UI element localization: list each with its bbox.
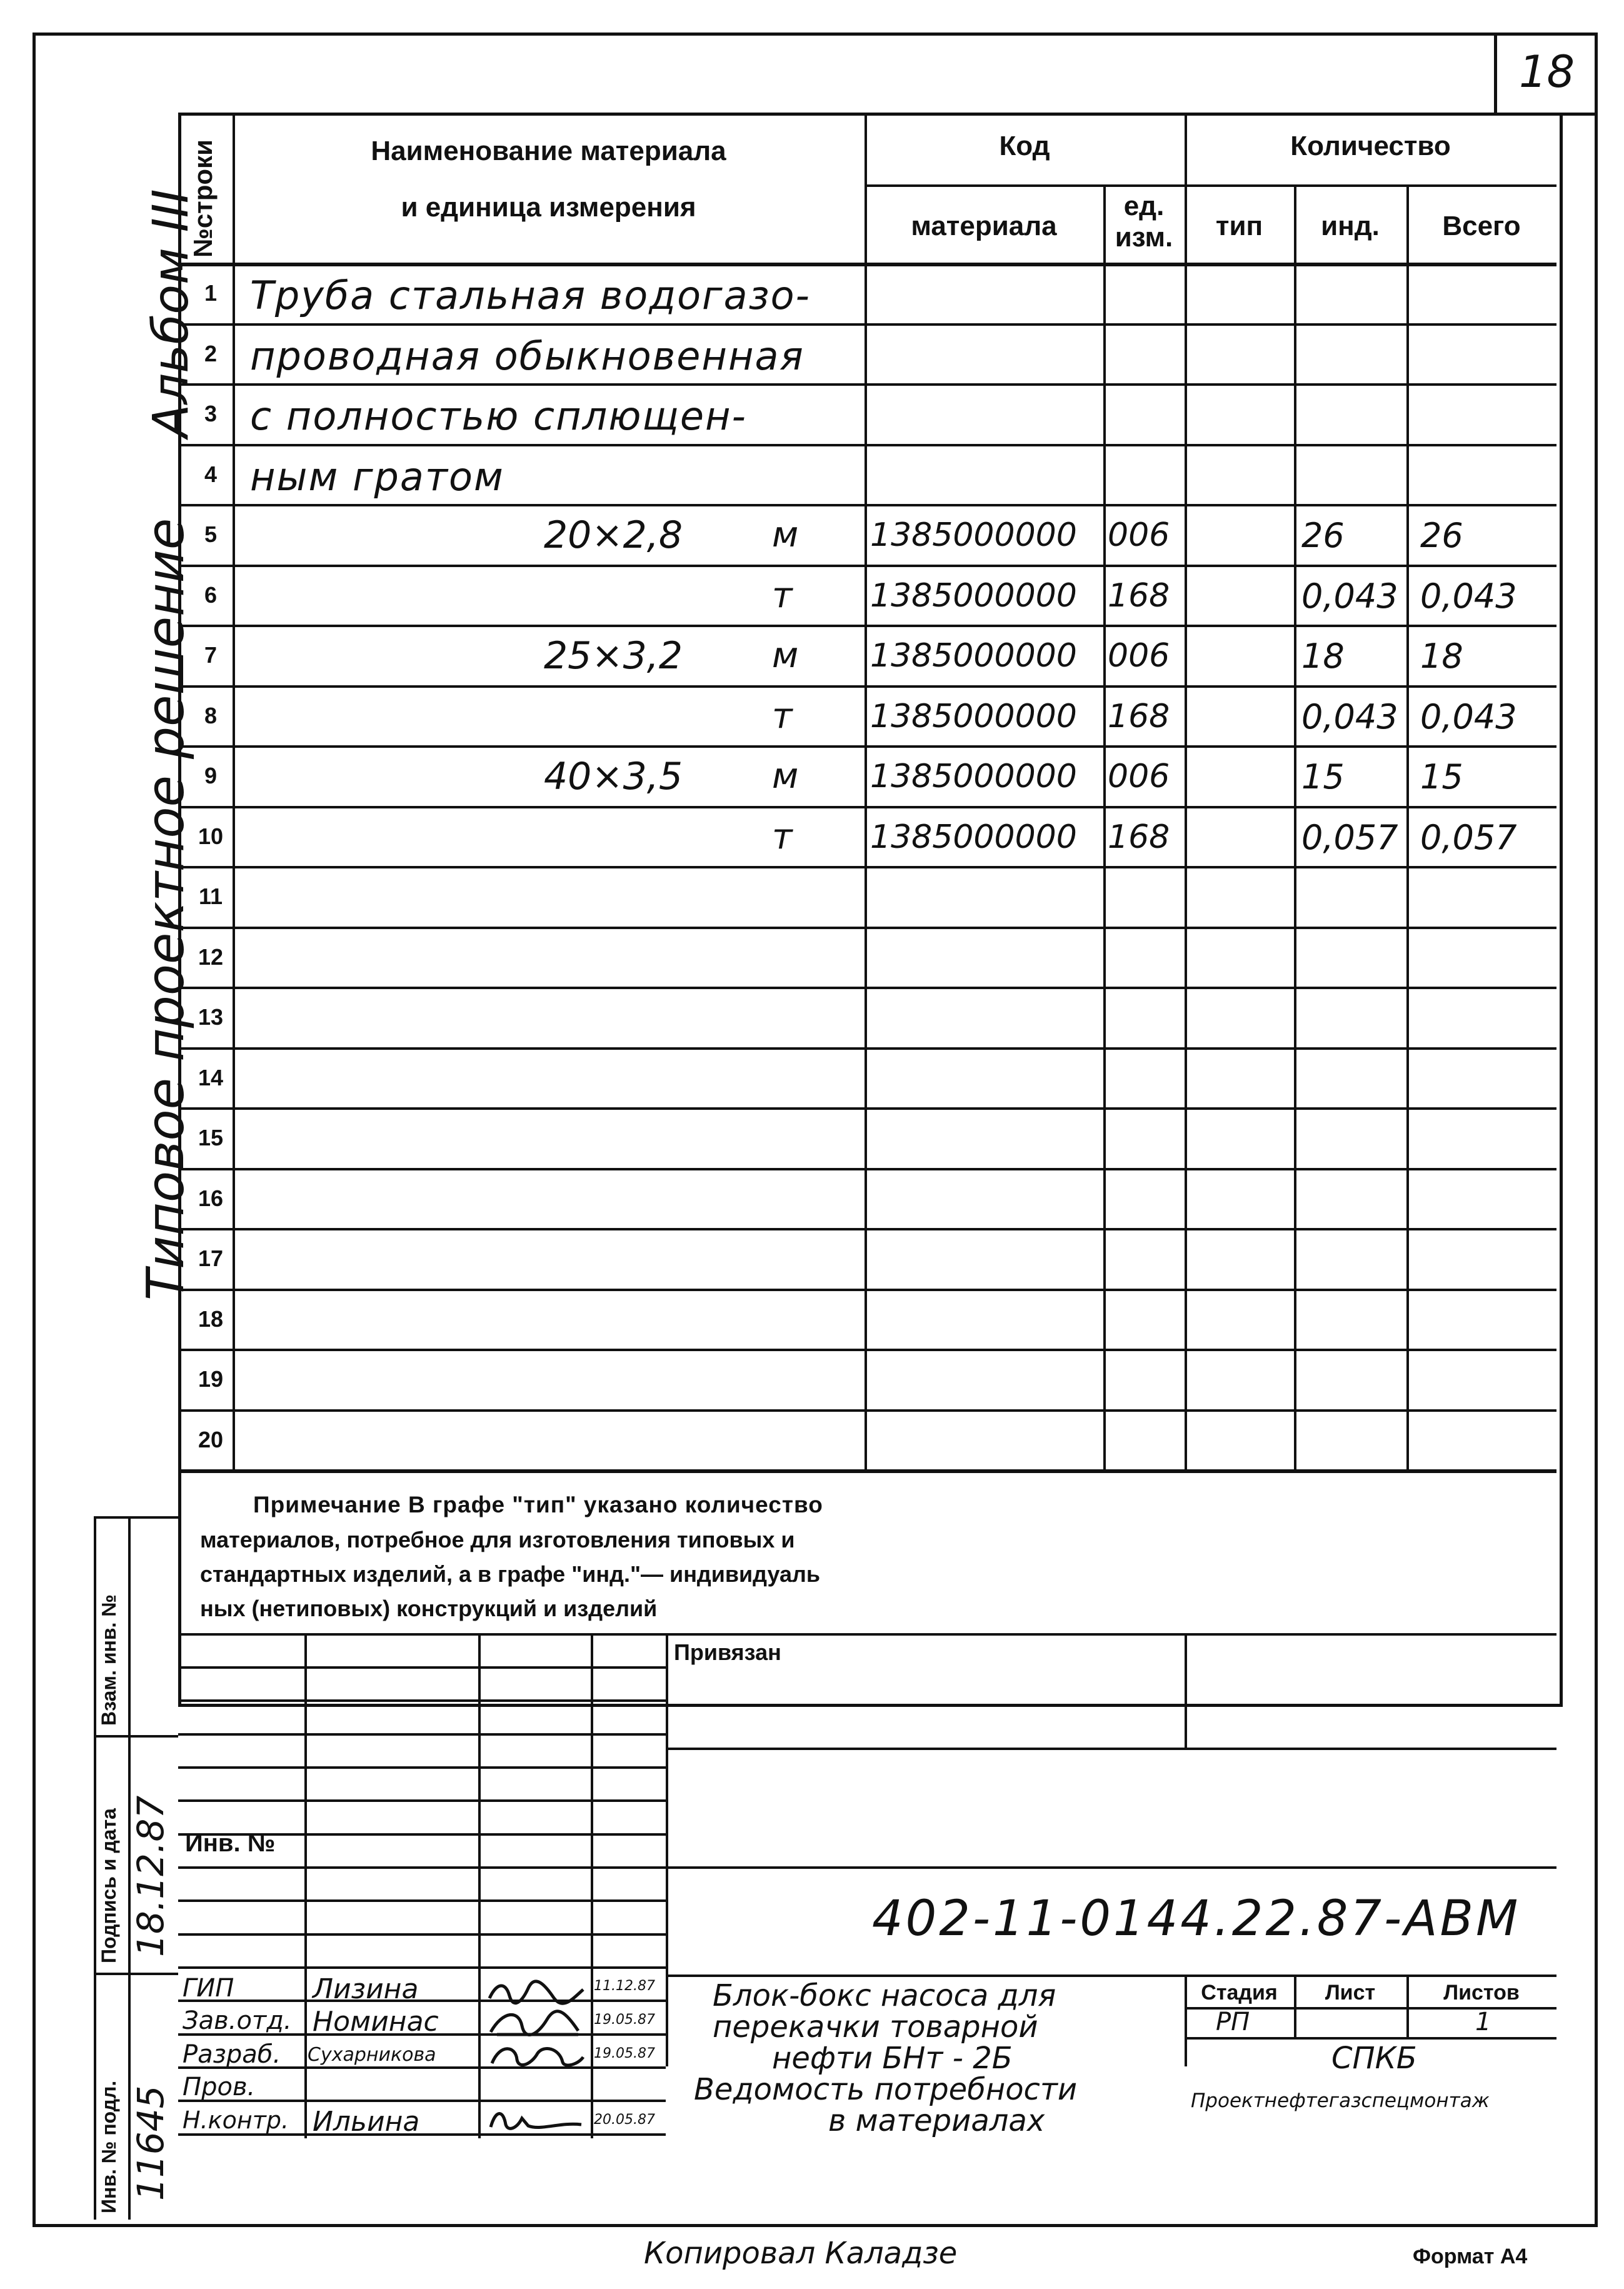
header-mid-line <box>865 184 1556 187</box>
role-razrab-date: 19.05.87 <box>594 2046 655 2061</box>
podpis-value: 18.12.87 <box>129 1795 172 1957</box>
role-zav: Зав.отд. <box>183 2006 292 2035</box>
doc-code: 402-11-0144.22.87-АВМ <box>872 1891 1521 1947</box>
tb-right-3 <box>666 1975 1556 1977</box>
inv-no-label: Инв. № <box>185 1829 276 1857</box>
tb-right-1 <box>666 1748 1556 1750</box>
row-unit: т <box>772 816 793 857</box>
row-line <box>178 927 1556 929</box>
row-unit-code: 006 <box>1108 637 1170 675</box>
doc-title-line3: нефти БНт - 2Б <box>772 2041 1013 2076</box>
row-unit: т <box>772 695 793 737</box>
tb-col-1 <box>304 1633 307 2066</box>
row-line <box>178 1349 1556 1351</box>
row-number: 5 <box>204 521 218 547</box>
role-gip-date: 11.12.87 <box>594 1978 655 1994</box>
header-quantity: Количество <box>1290 131 1451 161</box>
inv-value: 11645 <box>129 2085 172 2201</box>
strip-line-a <box>94 1516 96 2220</box>
signature-razrab <box>484 2040 588 2071</box>
row-line <box>178 1409 1556 1412</box>
role-razrab: Разраб. <box>183 2040 281 2069</box>
tb-role-col-3 <box>591 2066 593 2138</box>
row-unit-code: 168 <box>1108 576 1170 615</box>
row-number: 15 <box>198 1125 224 1150</box>
strip-sep-1 <box>94 1735 178 1738</box>
header-qty-total: Всего <box>1442 211 1521 241</box>
row-material-code: 1385000000 <box>870 697 1077 735</box>
row-line <box>178 1107 1556 1110</box>
header-qty-ind: инд. <box>1321 211 1380 241</box>
row-line <box>178 1047 1556 1050</box>
role-nkontr-date: 20.05.87 <box>594 2112 655 2128</box>
signature-zav <box>484 2007 588 2038</box>
row-line <box>178 444 1556 446</box>
table-bottom-line <box>178 1469 1556 1473</box>
row-unit-code: 168 <box>1108 818 1170 856</box>
row-line <box>178 745 1556 748</box>
row-material-code: 1385000000 <box>870 818 1077 856</box>
col-line-code <box>1103 184 1106 1469</box>
org-full: Проектнефтегазспецмонтаж <box>1191 2090 1490 2112</box>
row-line <box>178 1228 1556 1230</box>
sheet-label: Лист <box>1325 1981 1376 2005</box>
row-material-code: 1385000000 <box>870 758 1077 795</box>
row-qty-total: 18 <box>1420 636 1463 676</box>
header-code-unit-2: изм. <box>1115 222 1173 253</box>
role-gip: ГИП <box>183 1974 234 2003</box>
doc-title-line2: перекачки товарной <box>713 2010 1038 2045</box>
note-line3: стандартных изделий, а в графе "инд."— индивидуаль <box>200 1561 821 1587</box>
row-number: 19 <box>198 1366 224 1392</box>
row-number: 8 <box>204 702 218 728</box>
note-line2: материалов, потребное для изготовления типовых и <box>200 1527 795 1552</box>
row-line <box>178 685 1556 688</box>
row-name: Труба стальная водогазо- <box>250 273 811 318</box>
signature-gip <box>484 1977 588 2007</box>
row-number: 2 <box>204 340 218 366</box>
vzam-inv-label: Взам. инв. № <box>98 1594 120 1726</box>
row-qty-ind: 15 <box>1301 757 1345 797</box>
row-number: 18 <box>198 1305 224 1332</box>
tb-col-4 <box>666 1633 668 2066</box>
col-line-ind <box>1406 184 1409 1469</box>
row-number: 3 <box>204 401 218 426</box>
doc-title-line4: Ведомость потребности <box>694 2072 1078 2107</box>
row-qty-ind: 18 <box>1301 636 1345 676</box>
row-line <box>178 504 1556 506</box>
row-name: 25×3,2 <box>544 634 683 678</box>
row-line <box>178 323 1556 326</box>
series-label: Типовое проектное решение <box>136 518 196 1300</box>
row-line <box>178 806 1556 808</box>
role-gip-name: Лизина <box>313 1973 419 2005</box>
row-unit-code: 168 <box>1108 697 1170 735</box>
strip-top <box>94 1516 178 1519</box>
row-qty-total: 26 <box>1420 516 1463 555</box>
stage-value: РП <box>1216 2008 1250 2036</box>
row-unit-code: 006 <box>1108 516 1170 554</box>
col-line-rownum <box>233 113 235 1469</box>
col-line-type <box>1294 184 1296 1469</box>
row-number: 9 <box>204 763 218 788</box>
role-zav-name: Номинас <box>313 2006 439 2038</box>
sheets-value: 1 <box>1475 2008 1491 2036</box>
row-number: 20 <box>198 1426 224 1452</box>
inv-podl-label: Инв. № подл. <box>98 2080 120 2213</box>
row-line <box>178 1289 1556 1291</box>
row-unit: т <box>772 575 793 616</box>
row-name: 20×2,8 <box>544 513 683 557</box>
row-name: проводная обыкновенная <box>250 333 804 379</box>
tb-role-col-2 <box>478 2066 481 2138</box>
row-qty-total: 0,043 <box>1420 697 1517 737</box>
row-line <box>178 383 1556 386</box>
role-nkontr: Н.контр. <box>183 2106 289 2134</box>
note-line4: ных (нетиповых) конструкций и изделий <box>200 1596 658 1621</box>
stage-label: Стадия <box>1201 1981 1278 2005</box>
doc-title-line5: в материалах <box>828 2103 1045 2138</box>
header-code: Код <box>999 131 1050 161</box>
col-line-name <box>865 113 867 1469</box>
role-razrab-name: Сухарникова <box>308 2044 436 2066</box>
col-line-unit <box>1185 113 1187 1469</box>
sheets-label: Листов <box>1443 1981 1520 2005</box>
row-number: 17 <box>198 1245 224 1271</box>
row-qty-ind: 0,057 <box>1301 817 1398 857</box>
row-number: 16 <box>198 1185 224 1211</box>
tb-col-2 <box>478 1633 481 2066</box>
header-qty-type: тип <box>1215 211 1263 241</box>
row-unit-code: 006 <box>1108 758 1170 795</box>
row-line <box>178 987 1556 989</box>
tb-right-2 <box>666 1866 1556 1869</box>
row-number: 4 <box>204 461 218 487</box>
row-number: 14 <box>198 1064 224 1090</box>
header-row-no: №строки <box>188 139 218 258</box>
row-material-code: 1385000000 <box>870 576 1077 615</box>
tb-stage-2 <box>1185 2037 1556 2040</box>
podpis-data-label: Подпись и дата <box>98 1808 120 1963</box>
header-name-line2: и единица измерения <box>401 192 696 223</box>
row-material-code: 1385000000 <box>870 516 1077 554</box>
row-qty-total: 0,043 <box>1420 576 1517 616</box>
tb-col-5 <box>1185 1633 1187 1748</box>
row-number: 7 <box>204 642 218 668</box>
copied-by: Копировал Каладзе <box>644 2236 958 2271</box>
row-line <box>178 625 1556 627</box>
header-code-unit-1: ед. <box>1123 191 1165 221</box>
row-qty-ind: 0,043 <box>1301 576 1398 616</box>
row-number: 11 <box>198 883 223 909</box>
role-prov: Пров. <box>183 2073 256 2101</box>
tb-role-col-1 <box>304 2066 307 2138</box>
row-number: 10 <box>198 823 224 849</box>
row-number: 1 <box>204 280 218 306</box>
row-number: 12 <box>198 943 224 970</box>
row-line <box>178 1168 1556 1170</box>
doc-title-line1: Блок-бокс насоса для <box>713 1978 1056 2013</box>
row-number: 13 <box>198 1004 224 1030</box>
strip-sep-2 <box>94 1973 178 1975</box>
org-short: СПКБ <box>1331 2041 1417 2076</box>
row-line <box>178 866 1556 868</box>
role-zav-date: 19.05.87 <box>594 2012 655 2028</box>
row-name: 40×3,5 <box>544 755 683 798</box>
row-unit: м <box>772 756 799 797</box>
sheet-number: 18 <box>1519 46 1575 98</box>
tb-col-3 <box>591 1633 593 2066</box>
row-qty-ind: 26 <box>1301 516 1345 555</box>
tb-top <box>178 1633 1556 1636</box>
format-label: Формат А4 <box>1413 2245 1528 2268</box>
note-line1: Примечание В графе "тип" указано количество <box>253 1492 823 1517</box>
row-name: с полностью сплющен- <box>250 393 747 439</box>
row-qty-ind: 0,043 <box>1301 697 1398 737</box>
header-code-material: материала <box>911 211 1057 241</box>
row-material-code: 1385000000 <box>870 637 1077 675</box>
row-unit: м <box>772 515 799 555</box>
album-label: Альбом III <box>143 189 199 438</box>
role-nkontr-name: Ильина <box>313 2106 420 2138</box>
row-line <box>178 565 1556 567</box>
row-name: ным гратом <box>250 453 504 500</box>
row-unit: м <box>772 635 799 676</box>
header-bottom-line <box>178 263 1556 266</box>
header-name-line1: Наименование материала <box>371 136 726 166</box>
row-qty-total: 0,057 <box>1420 817 1517 857</box>
row-qty-total: 15 <box>1420 757 1463 797</box>
privyazan-label: Привязан <box>674 1639 781 1665</box>
signature-nkontr <box>484 2106 588 2135</box>
row-number: 6 <box>204 581 218 608</box>
